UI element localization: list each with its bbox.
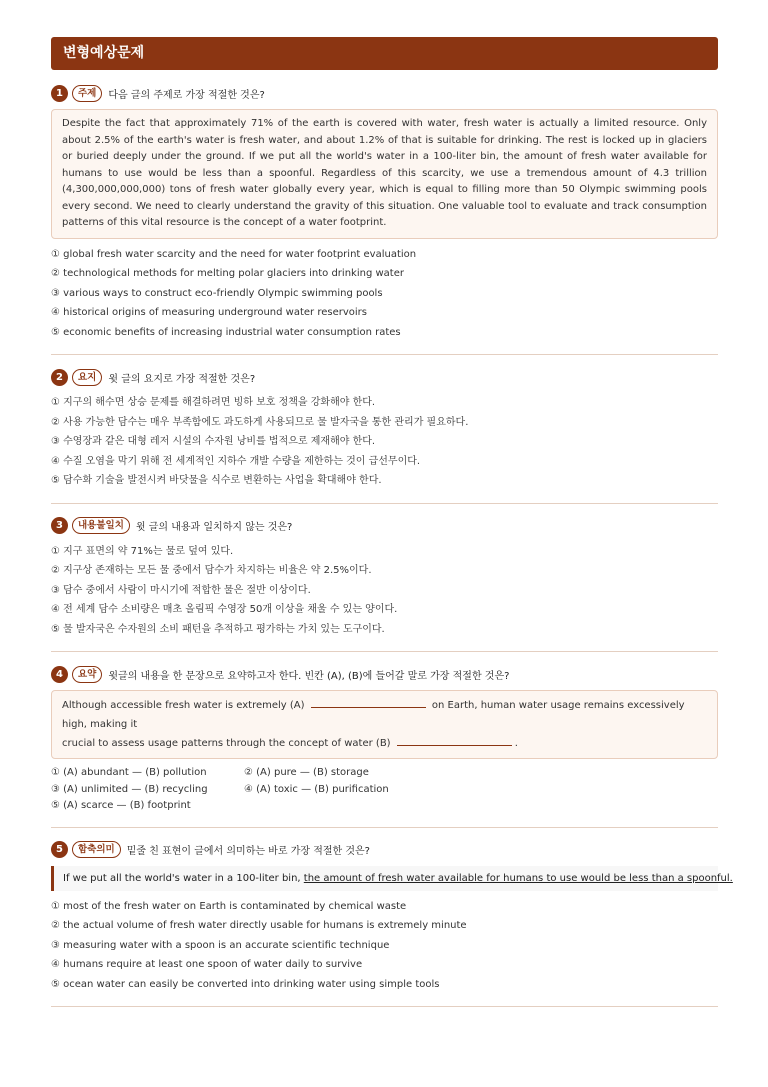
answer-option[interactable]: ① 지구의 해수면 상승 문제를 해결하려면 빙하 보호 정책을 강화해야 한다.	[51, 397, 376, 408]
answer-option[interactable]: ② 사용 가능한 담수는 매우 부족함에도 과도하게 사용되므로 물 발자국을 통한 관리가 필요하다.	[51, 416, 469, 428]
question-header	[51, 664, 718, 684]
question-prompt: 윗 글의 요지로 가장 적절한 것은?	[108, 373, 256, 385]
question-header	[51, 516, 718, 536]
answer-option[interactable]: ⑤ (A) scarce — (B) footprint	[51, 800, 191, 811]
answer-options	[51, 765, 718, 815]
section-banner: 변형예상문제	[51, 37, 718, 70]
question-number: 4	[51, 666, 68, 683]
answer-option[interactable]: ① global fresh water scarcity and the need for water footprint evaluation	[51, 248, 417, 260]
question-number: 5	[51, 841, 68, 858]
summary-sentence-box	[51, 690, 718, 759]
question-prompt: 윗글의 내용을 한 문장으로 요약하고자 한다. 빈칸 (A), (B)에 들어갈 말로 가장 적절한 것은?	[108, 670, 510, 682]
answer-option[interactable]: ② 지구상 존재하는 모든 물 중에서 담수가 차지하는 비율은 약 2.5%이다.	[51, 565, 372, 576]
answer-option[interactable]: ④ 수질 오염을 막기 위해 전 세계적인 지하수 개발 수량을 제한하는 것이 급선무이다.	[51, 455, 421, 467]
summary-text: Although accessible fresh water is extremely (A)	[62, 700, 305, 711]
question-type-tag: 주제	[72, 85, 102, 102]
summary-text: .	[514, 738, 518, 749]
question-number: 1	[51, 85, 68, 102]
underlined-expression: the amount of fresh water available for humans to use would be less than a spoonful.	[303, 872, 733, 884]
quote-text: If we put all the world's water in a 100-liter bin,	[63, 872, 301, 884]
answer-option[interactable]: ⑤ 물 발자국은 수자원의 소비 패턴을 추적하고 평가하는 가치 있는 도구이다.	[51, 623, 385, 635]
answer-option[interactable]: ① (A) abundant — (B) pollution	[51, 767, 207, 778]
answer-option[interactable]: ③ various ways to construct eco-friendly Olympic swimming pools	[51, 287, 383, 299]
answer-option[interactable]: ② the actual volume of fresh water directly usable for humans is extremely minute	[51, 920, 467, 931]
answer-options	[51, 542, 718, 640]
answer-option[interactable]: ⑤ ocean water can easily be converted into drinking water using simple tools	[51, 978, 440, 990]
answer-option[interactable]: ③ measuring water with a spoon is an accurate scientific technique	[51, 939, 390, 951]
question-3	[51, 504, 718, 653]
reading-passage: Despite the fact that approximately 71% of the earth is covered with water, fresh water is actually a limited resource. Only about 2.5% of the earth's water is fresh water, and about 1.2% of that is suitable for drinking. The rest is locked up in glaciers or buried deeply under the ground. If we put all the world's water in a 100-liter bin, the amount of fresh water available for humans to use would be less than a spoonful. Regardless of this scarcity, we use a tremendous amount of 4.3 trillion (4,300,000,000,000) tons of fresh water globally every year, which is equal to filling more than 50 Olympic swimming pools every second. We need to clearly understand the gravity of this situation. One valuable tool to evaluate and track consumption patterns of this vital resource is the concept of a water footprint.	[51, 109, 718, 239]
question-prompt: 다음 글의 주제로 가장 적절한 것은?	[108, 89, 265, 101]
question-number: 3	[51, 517, 68, 534]
answer-option[interactable]: ③ 담수 중에서 사람이 마시기에 적합한 물은 절반 이상이다.	[51, 584, 311, 596]
summary-text: on Earth, human water usage remains excessively high, making it	[62, 700, 685, 730]
quoted-sentence	[51, 866, 733, 891]
question-header	[51, 367, 718, 387]
answer-options	[51, 897, 718, 995]
worksheet-page	[51, 37, 733, 1007]
summary-text: crucial to assess usage patterns through the concept of water (B)	[62, 738, 391, 749]
answer-option[interactable]: ④ humans require at least one spoon of water daily to survive	[51, 959, 363, 970]
question-type-tag: 내용불일치	[72, 517, 130, 534]
question-4	[51, 652, 718, 828]
blank-b[interactable]	[397, 734, 512, 746]
question-prompt: 밑줄 친 표현이 글에서 의미하는 바로 가장 적절한 것은?	[126, 846, 370, 857]
question-prompt: 윗 글의 내용과 일치하지 않는 것은?	[135, 522, 293, 533]
answer-option[interactable]: ④ historical origins of measuring underground water reservoirs	[51, 307, 367, 318]
question-type-tag: 요약	[72, 666, 102, 683]
question-1	[51, 70, 718, 355]
answer-option[interactable]: ① 지구 표면의 약 71%는 물로 덮여 있다.	[51, 545, 234, 557]
answer-option[interactable]: ① most of the fresh water on Earth is contaminated by chemical waste	[51, 900, 407, 912]
answer-option[interactable]: ⑤ 담수화 기술을 발전시켜 바닷물을 식수로 변환하는 사업을 확대해야 한다.	[51, 475, 382, 486]
question-header	[51, 840, 718, 860]
blank-a[interactable]	[311, 696, 426, 708]
question-number: 2	[51, 369, 68, 386]
question-2	[51, 355, 718, 504]
answer-options	[51, 393, 718, 491]
answer-option[interactable]: ③ 수영장과 같은 대형 레저 시설의 수자원 낭비를 법적으로 제재해야 한다.	[51, 436, 376, 447]
answer-option[interactable]: ③ (A) unlimited — (B) recycling	[51, 783, 208, 795]
answer-option[interactable]: ④ 전 세계 담수 소비량은 매초 올림픽 수영장 50개 이상을 채울 수 있는 양이다.	[51, 604, 398, 615]
answer-option[interactable]: ② technological methods for melting polar glaciers into drinking water	[51, 268, 404, 279]
answer-option[interactable]: ② (A) pure — (B) storage	[244, 767, 369, 778]
question-type-tag: 함축의미	[72, 841, 121, 858]
question-type-tag: 요지	[72, 369, 102, 386]
question-header	[51, 83, 718, 103]
question-5	[51, 828, 733, 1008]
answer-option[interactable]: ⑤ economic benefits of increasing industrial water consumption rates	[51, 326, 401, 338]
answer-option[interactable]: ④ (A) toxic — (B) purification	[244, 783, 389, 795]
answer-options	[51, 245, 718, 343]
